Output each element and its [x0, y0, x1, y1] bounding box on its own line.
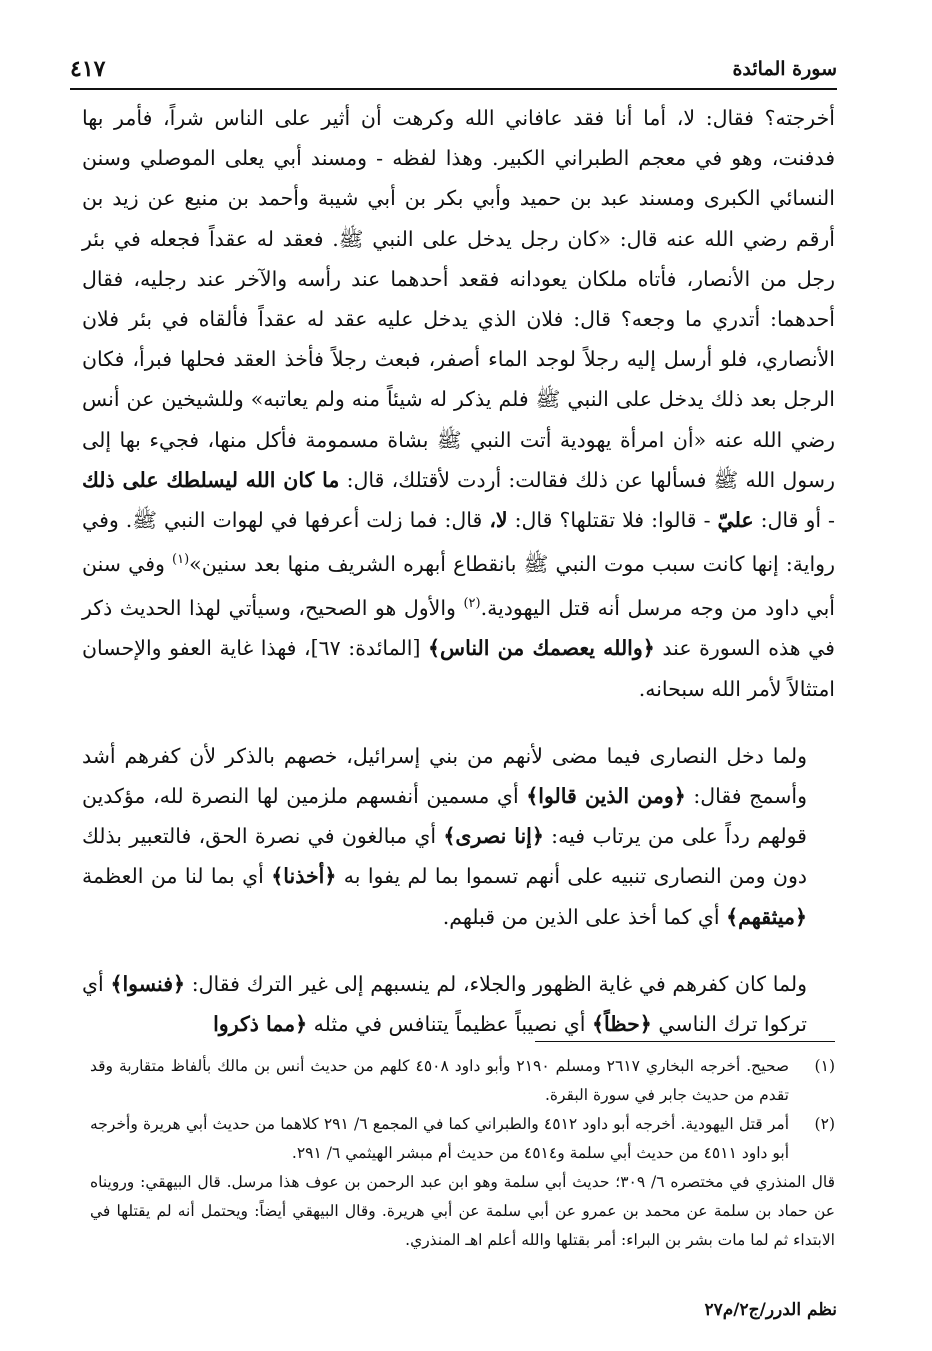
text-run: أي كما أخذ على الذين من قبلهم.	[442, 904, 720, 929]
footnotes	[90, 1052, 835, 1255]
footnote-text: صحيح. أخرجه البخاري ٢٦١٧ ومسلم ٢١٩٠ وأبو داود ٤٥٠٨ كلهم من حديث أنس بن مالك بألفاظ متقاربة وقد تقدم من حديث جابر في سورة البقرة.	[90, 1057, 789, 1104]
footnote-number: (٢)	[814, 1115, 835, 1133]
text-run: وفي سنن أبي داود من وجه مرسل أنه قتل اليهودية.	[82, 552, 835, 621]
quran-quote: ﴿ومن الذين قالوا﴾	[526, 783, 686, 808]
quran-quote: ﴿فنسوا﴾	[110, 971, 186, 996]
text-run: - أو قال:	[760, 508, 835, 533]
bold-quote: لا،	[489, 508, 508, 533]
footnote-ref-1: (١)	[172, 552, 190, 568]
footnote-text: أمر قتل اليهودية. أخرجه أبو داود ٤٥١٢ والطبراني كما في المجمع ٦/ ٢٩١ كلاهما من حديث أبي هريرة وأخرجه أبو داود ٤٥١١ من حديث أبي سلمة و٤٥١٤ من حديث أم مبشر الهيثمي ٦/ ٢٩١.	[90, 1115, 790, 1162]
text-run: أي بما لنا من العظمة	[82, 864, 264, 889]
text-run: - قالوا: فلا تقتلها؟ قال:	[514, 508, 711, 533]
text-run: والأول هو الصحيح، وسيأتي لهذا الحديث ذكر في هذه السورة عند	[82, 596, 835, 661]
quran-quote: ﴿حظاً﴾	[592, 1011, 652, 1036]
quran-quote: ﴿مما ذكروا	[213, 1011, 308, 1036]
paragraph-3	[82, 964, 835, 1044]
paragraph-1	[82, 98, 835, 709]
quran-quote: ﴿ميثقهم﴾	[726, 904, 807, 929]
text-run: قال: فما زلت أعرفها في لهوات النبي ﷺ. وفي رواية: إنها كانت سبب موت النبي ﷺ بانقطاع أبهره الشريف منها بعد سنين»	[82, 508, 835, 577]
footnote-2-continuation: قال المنذري في مختصره ٦/ ٣٠٩؛ حديث أبي سلمة وهو ابن عبد الرحمن بن عوف هذا مرسل. قال البيهقي: ورويناه عن حماد بن سلمة عن محمد بن عمرو عن أبي سلمة عن أبي هريرة. وقال البيهقي أيضاً: ويحتمل أنه لم يقتلها في الابتداء ثم لما مات بشر بن البراء: أمر بقتلها والله أعلم اهـ المنذري.	[90, 1173, 835, 1249]
text-run: أي مسمين أنفسهم ملزمين لها النصرة لله، مؤكدين قولهم رداً على من يرتاب فيه:	[82, 783, 807, 849]
text-run: أخرجته؟ فقال: لا، أما أنا فقد عافاني الله وكرهت أن أثير على الناس شراً، فأمر بها فدفنت، وهو في معجم الطبراني الكبير. وهذا لفظه - ومسند أبي يعلى الموصلي وسنن النسائي الكبرى ومسند عبد بن حميد وأبي بكر بن أبي شيبة وأحمد بن منيع عن زيد بن أرقم رضي الله عنه قال: «كان رجل يدخل على النبي ﷺ. فعقد له عقداً فجعله في بئر رجل من الأنصار، فأتاه ملكان يعودانه فقعد أحدهما عند رأسه والآخر عند رجليه، فقال أحدهما: أتدري ما وجعه؟ قال: فلان الذي يدخل عليه عقد له عقداً فألقاه في بئر فلان الأنصاري، فلو أرسل إليه رجلاً لوجد الماء أصفر، فبعث رجلاً فأخذ العقد فحلها فبرأ، فكان الرجل بعد ذلك يدخل على النبي ﷺ فلم يذكر له شيئاً منه ولم يعاتبه» وللشيخين عن أنس رضي الله عنه «أن امرأة يهودية أتت النبي ﷺ بشاة مسمومة فأكل منها، فجيء بها إلى رسول الله ﷺ فسألها عن ذلك فقالت: أردت لأقتلك، قال:	[82, 106, 835, 492]
paragraph-2	[82, 736, 835, 937]
text-run: أي مبالغون في نصرة الحق، فالتعبير بذلك دون ومن النصارى تنبيه على أنهم تسموا بما لم يفوا به	[82, 824, 807, 889]
footnote-divider	[535, 1041, 835, 1042]
text-run: ولما دخل النصارى فيما مضى لأنهم من بني إسرائيل، خصهم بالذكر لأن كفرهم أشد وأسمج فقال:	[82, 743, 807, 808]
text-run: أي تركوا ترك الناسي	[82, 971, 807, 1036]
text-run: [المائدة: ٦٧]، فهذا غاية العفو والإحسان امتثالاً لأمر الله سبحانه.	[82, 636, 835, 701]
page-number: ٤١٧	[70, 56, 106, 82]
bold-quote: عليّ	[717, 508, 754, 533]
footnote-ref-2: (٢)	[463, 596, 481, 612]
footnote-number: (١)	[814, 1057, 835, 1075]
surah-title: سورة المائدة	[732, 58, 837, 80]
quran-quote: ﴿إنا نصرى﴾	[443, 824, 544, 849]
quran-quote: ﴿أخذنا﴾	[271, 864, 337, 889]
bold-quote: ما كان الله ليسلطك على ذلك	[82, 467, 340, 492]
printer-signature: نظم الدرر/ج٢/م٢٧	[704, 1300, 837, 1320]
footnote-2	[90, 1110, 835, 1168]
footnote-1	[90, 1052, 835, 1110]
quran-quote: ﴿والله يعصمك من الناس﴾	[428, 636, 655, 661]
main-text	[82, 98, 835, 1044]
text-run: أي نصيباً عظيماً يتنافس في مثله	[313, 1011, 586, 1036]
text-run: ولما كان كفرهم في غاية الظهور والجلاء، لم ينسبهم إلى غير الترك فقال:	[191, 971, 807, 996]
running-header	[70, 54, 837, 90]
